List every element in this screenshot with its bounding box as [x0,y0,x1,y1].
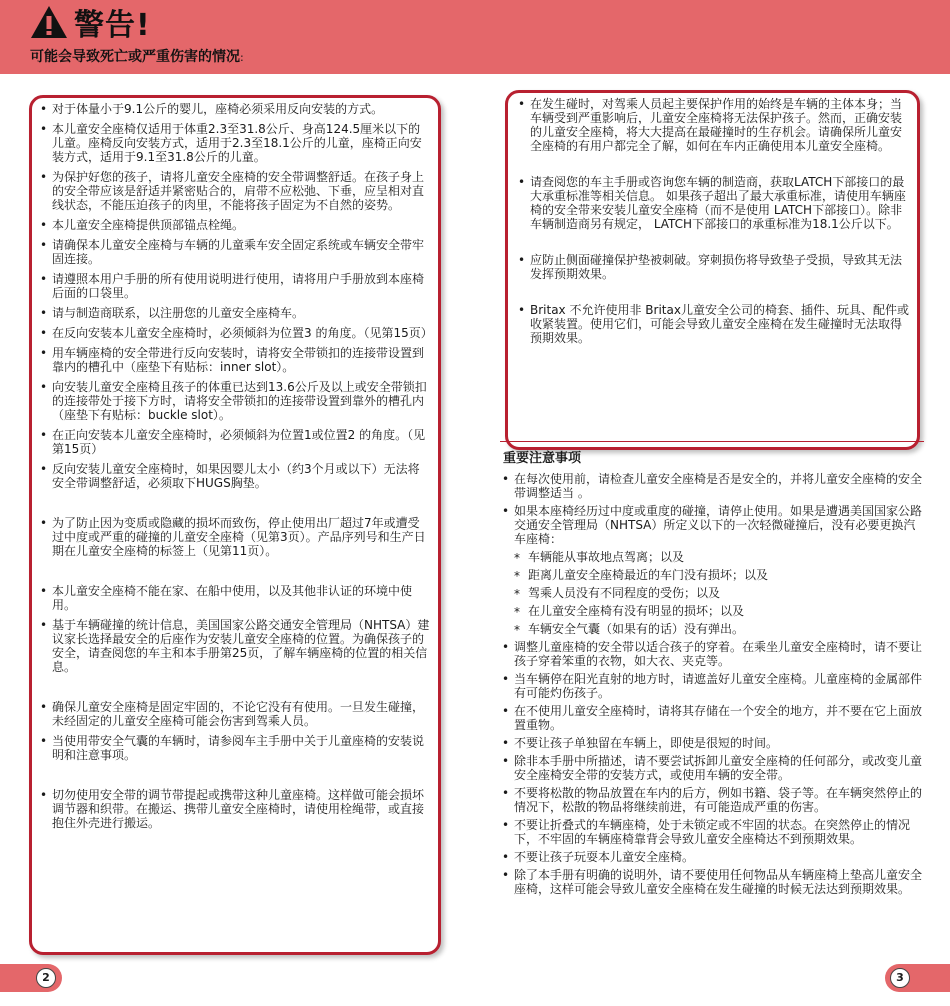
right-warning-list [516,97,909,345]
list-item: • 除了本手册有明确的说明外，请不要使用任何物品从车辆座椅上垫高儿童安全座椅，这样可能会导致儿童安全座椅在发生碰撞的时候无法达到预期效果。 [500,868,924,896]
page-number-left: 2 [36,968,56,988]
list-item: • 当车辆停在阳光直射的地方时，请遮盖好儿童安全座椅。儿童座椅的金属部件有可能灼伤孩子。 [500,672,924,700]
list-item: • 为保护好您的孩子，请将儿童安全座椅的安全带调整舒适。在孩子身上的安全带应该是舒适并紧密贴合的，肩带不应松弛、下垂，应呈相对直线状态，不能压迫孩子的肉里，不能将孩子固定为不自然的姿势。 [38,170,430,212]
sub-list-item: * 在儿童安全座椅有没有明显的损坏；以及 [514,604,924,618]
page-tab-right [885,964,950,992]
left-warning-list [38,102,433,830]
warning-subtitle [30,46,244,66]
sub-list-item: * 车辆能从事故地点驾离；以及 [514,550,924,564]
list-item: • 确保儿童安全座椅是固定牢固的，不论它没有有使用。一旦发生碰撞，未经固定的儿童安全座椅可能会伤害到驾乘人员。 [38,700,430,728]
sub-list-item: * 驾乘人员没有不同程度的受伤；以及 [514,586,924,600]
sub-list-item: * 距离儿童安全座椅最近的车门没有损坏；以及 [514,568,924,582]
list-item: • 在不使用儿童安全座椅时，请将其存储在一个安全的地方，并不要在它上面放置重物。 [500,704,924,732]
notes-list [500,472,924,896]
list-item: • 为了防止因为变质或隐藏的损坏而致伤，停止使用出厂超过7年或遭受过中度或严重的碰撞的儿童安全座椅（见第3页）。产品序列号和生产日期在儿童安全座椅的标签上（见第11页）。 [38,516,430,558]
list-item: • 当使用带安全气囊的车辆时，请参阅车主手册中关于儿童座椅的安装说明和注意事项。 [38,734,430,762]
list-item: • 用车辆座椅的安全带进行反向安装时，请将安全带锁扣的连接带设置到靠内的槽孔中（座垫下有贴标：inner slot）。 [38,346,430,374]
left-warning-panel [29,95,441,955]
section-divider [500,441,924,442]
list-item: • 调整儿童座椅的安全带以适合孩子的穿着。在乘坐儿童安全座椅时，请不要让孩子穿着笨重的衣物，如大衣、夹克等。 [500,640,924,668]
right-warning-panel [505,90,920,450]
warning-subtitle-colon: : [240,51,244,64]
list-item: • 基于车辆碰撞的统计信息，美国国家公路交通安全管理局（NHTSA）建议家长选择最安全的后座作为安装儿童安全座椅的位置。为确保孩子的安全，请查阅您的车主和本手册第25页，了解车辆座椅的位置的相关信息。 [38,618,430,674]
list-item-text: 如果本座椅经历过中度或重度的碰撞，请停止使用。如果是遭遇美国国家公路交通安全管理局（NHTSA）所定义以下的一次轻微碰撞后，没有必要更换汽车座椅： [514,504,923,546]
page-number-right: 3 [890,968,910,988]
important-notes-section [500,441,924,900]
list-item: • 请确保本儿童安全座椅与车辆的儿童乘车安全固定系统或车辆安全带牢固连接。 [38,238,430,266]
list-item: • 本儿童安全座椅仅适用于体重2.3至31.8公斤、身高124.5厘米以下的儿童。座椅反向安装方式，适用于2.3至18.1公斤的儿童，座椅正向安装方式，适用于9.1至31.8公斤的儿童。 [38,122,430,164]
list-item: • 不要将松散的物品放置在车内的后方，例如书籍、袋子等。在车辆突然停止的情况下，松散的物品将继续前进，有可能造成严重的伤害。 [500,786,924,814]
list-item [500,504,924,636]
warning-subtitle-text: 可能会导致死亡或严重伤害的情况 [30,49,240,65]
list-item: • 反向安装儿童安全座椅时，如果因婴儿太小（约3个月或以下）无法将安全带调整舒适，必须取下HUGS胸垫。 [38,462,430,490]
list-item: • 在正向安装本儿童安全座椅时，必须倾斜为位置1或位置2 的角度。（见第15页） [38,428,430,456]
warning-banner [0,0,950,74]
list-item: • 本儿童安全座椅不能在家、在船中使用，以及其他非认证的环境中使用。 [38,584,430,612]
list-item: • 不要让折叠式的车辆座椅，处于未锁定或不牢固的状态。在突然停止的情况下，不牢固的车辆座椅靠背会导致儿童安全座椅达不到预期效果。 [500,818,924,846]
list-item: • 不要让孩子玩耍本儿童安全座椅。 [500,850,924,864]
list-item: • 请与制造商联系，以注册您的儿童安全座椅车。 [38,306,430,320]
list-item: • 在反向安装本儿童安全座椅时，必须倾斜为位置3 的角度。（见第15页） [38,326,430,340]
list-item: • 请遵照本用户手册的所有使用说明进行使用，请将用户手册放到本座椅后面的口袋里。 [38,272,430,300]
list-item: • 在发生碰时，对驾乘人员起主要保护作用的始终是车辆的主体本身；当车辆受到严重影响后，儿童安全座椅将无法保护孩子。然而，正确安装的儿童安全座椅，将大大提高在最碰撞时的生存机会。请确保所儿童安全座椅的有用户都完全了解，如何在车内正确使用本儿童安全座椅。 [516,97,909,153]
list-item: • 在每次使用前，请检查儿童安全座椅是否是安全的，并将儿童安全座椅的安全带调整适当 。 [500,472,924,500]
page-tab-left [0,964,62,992]
warning-triangle-icon [30,5,68,39]
list-item: • 除非本手册中所描述，请不要尝试拆卸儿童安全座椅的任何部分，或改变儿童安全座椅安全带的安装方式，或使用车辆的安全带。 [500,754,924,782]
sub-list-item: * 车辆安全气囊（如果有的话）没有弹出。 [514,622,924,636]
page-title: 警告! [74,8,151,43]
list-item: • 切勿使用安全带的调节带提起或携带这种儿童座椅。这样做可能会损坏调节器和织带。在搬运、携带儿童安全座椅时，请使用栓绳带，或直接抱住外壳进行搬运。 [38,788,430,830]
list-item: • 应防止侧面碰撞保护垫被刺破。穿刺损伤将导致垫子受损，导致其无法发挥预期效果。 [516,253,909,281]
condition-sublist [514,550,924,636]
list-item: • 请查阅您的车主手册或咨询您车辆的制造商，获取LATCH下部接口的最大承重标准等相关信息。 如果孩子超出了最大承重标准，请使用车辆座椅的安全带来安装儿童安全座椅（而不是使用 LATCH下部接口）。除非车辆制造商另有规定， LATCH下部接口的承重标准为18.1公斤以下。 [516,175,909,231]
list-item: • 向安装儿童安全座椅且孩子的体重已达到13.6公斤及以上或安全带锁扣的连接带处于接下方时，请将安全带锁扣的连接带设置到靠外的槽孔内（座垫下有贴标：buckle slot）。 [38,380,430,422]
list-item: • 对于体量小于9.1公斤的婴儿，座椅必须采用反向安装的方式。 [38,102,430,116]
list-item: • Britax 不允许使用非 Britax儿童安全公司的椅套、插件、玩具、配件或收紧装置。使用它们，可能会导致儿童安全座椅在发生碰撞时无法取得预期效果。 [516,303,909,345]
notes-heading: 重要注意事项 [503,451,582,466]
warning-heading [30,2,151,42]
list-item: • 本儿童安全座椅提供顶部锚点栓绳。 [38,218,430,232]
list-item: • 不要让孩子单独留在车辆上，即使是很短的时间。 [500,736,924,750]
